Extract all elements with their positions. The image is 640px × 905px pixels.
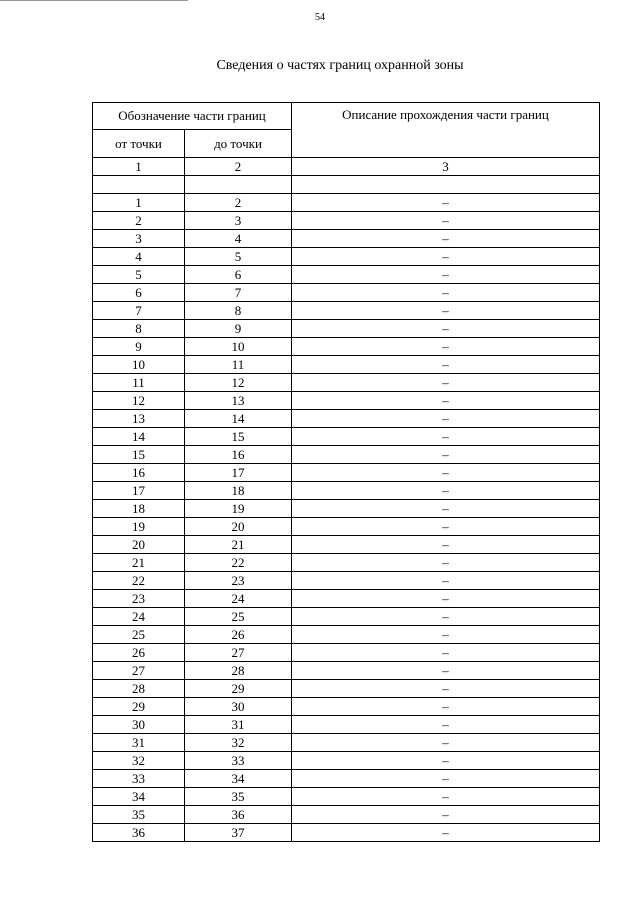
description-cell: – [292,626,600,644]
description-cell: – [292,194,600,212]
from-point-cell: 35 [93,806,185,824]
from-point-cell: 10 [93,356,185,374]
from-point-cell: 5 [93,266,185,284]
description-cell: – [292,338,600,356]
table-row [93,698,600,716]
table-row [93,320,600,338]
description-cell: – [292,734,600,752]
description-cell: – [292,608,600,626]
to-point-cell: 12 [185,374,292,392]
to-point-cell: 16 [185,446,292,464]
from-point-cell: 1 [93,194,185,212]
table-row [93,410,600,428]
table-row [93,428,600,446]
to-point-cell: 29 [185,680,292,698]
description-cell: – [292,662,600,680]
from-point-cell: 25 [93,626,185,644]
header-to-point: до точки [185,130,292,158]
document-title: Сведения о частях границ охранной зоны [216,58,464,73]
column-number-2: 2 [185,158,292,176]
description-cell: – [292,248,600,266]
page-number: 54 [315,12,325,23]
to-point-cell: 35 [185,788,292,806]
from-point-cell: 16 [93,464,185,482]
table-row [93,572,600,590]
from-point-cell: 34 [93,788,185,806]
table-row [93,230,600,248]
from-point-cell: 4 [93,248,185,266]
from-point-cell: 11 [93,374,185,392]
to-point-cell: 37 [185,824,292,842]
from-point-cell: 3 [93,230,185,248]
to-point-cell: 30 [185,698,292,716]
to-point-cell: 14 [185,410,292,428]
to-point-cell: 4 [185,230,292,248]
from-point-cell: 26 [93,644,185,662]
description-cell: – [292,680,600,698]
description-cell: – [292,212,600,230]
from-point-cell: 22 [93,572,185,590]
description-cell: – [292,446,600,464]
table-row [93,662,600,680]
from-point-cell: 23 [93,590,185,608]
table-row [93,302,600,320]
to-point-cell: 26 [185,626,292,644]
from-point-cell: 9 [93,338,185,356]
to-point-cell: 28 [185,662,292,680]
to-point-cell: 15 [185,428,292,446]
description-cell: – [292,824,600,842]
from-point-cell: 21 [93,554,185,572]
description-cell: – [292,302,600,320]
table-row [93,554,600,572]
to-point-cell: 17 [185,464,292,482]
from-point-cell: 27 [93,662,185,680]
description-cell: – [292,392,600,410]
to-point-cell: 7 [185,284,292,302]
description-cell: – [292,554,600,572]
from-point-cell: 6 [93,284,185,302]
to-point-cell: 3 [185,212,292,230]
table-row [93,356,600,374]
table-row [93,770,600,788]
to-point-cell: 2 [185,194,292,212]
to-point-cell: 32 [185,734,292,752]
table-row [93,266,600,284]
table-row [93,626,600,644]
table-row [93,608,600,626]
description-cell: – [292,572,600,590]
from-point-cell: 36 [93,824,185,842]
from-point-cell: 30 [93,716,185,734]
to-point-cell: 18 [185,482,292,500]
to-point-cell: 33 [185,752,292,770]
description-cell: – [292,770,600,788]
table-row [93,212,600,230]
table-row [93,338,600,356]
table-row [93,752,600,770]
to-point-cell: 21 [185,536,292,554]
from-point-cell: 17 [93,482,185,500]
description-cell: – [292,482,600,500]
to-point-cell: 9 [185,320,292,338]
from-point-cell: 14 [93,428,185,446]
table-row [93,806,600,824]
table-row [93,680,600,698]
to-point-cell: 10 [185,338,292,356]
description-cell: – [292,644,600,662]
boundary-table [92,102,600,842]
table-row [93,590,600,608]
description-cell: – [292,428,600,446]
description-cell: – [292,230,600,248]
from-point-cell: 13 [93,410,185,428]
table-row [93,644,600,662]
to-point-cell: 24 [185,590,292,608]
description-cell: – [292,284,600,302]
description-cell: – [292,752,600,770]
to-point-cell: 27 [185,644,292,662]
table-row [93,194,600,212]
table-row [93,392,600,410]
table-row [93,446,600,464]
description-cell: – [292,266,600,284]
from-point-cell: 18 [93,500,185,518]
table-row [93,248,600,266]
to-point-cell: 23 [185,572,292,590]
column-number-3: 3 [292,158,600,176]
table-row [93,482,600,500]
from-point-cell: 19 [93,518,185,536]
description-cell: – [292,464,600,482]
to-point-cell: 20 [185,518,292,536]
description-cell: – [292,590,600,608]
table-row [93,824,600,842]
header-boundary-designation: Обозначение части границ [93,103,292,130]
to-point-cell: 34 [185,770,292,788]
to-point-cell: 19 [185,500,292,518]
from-point-cell: 33 [93,770,185,788]
description-cell: – [292,410,600,428]
from-point-cell: 8 [93,320,185,338]
table-row [93,464,600,482]
from-point-cell: 2 [93,212,185,230]
description-cell: – [292,806,600,824]
table-row [93,734,600,752]
table-row [93,518,600,536]
to-point-cell: 31 [185,716,292,734]
to-point-cell: 8 [185,302,292,320]
from-point-cell: 32 [93,752,185,770]
corner-rule [0,0,188,1]
column-number-1: 1 [93,158,185,176]
from-point-cell: 20 [93,536,185,554]
table-row [93,788,600,806]
to-point-cell: 6 [185,266,292,284]
description-cell: – [292,374,600,392]
to-point-cell: 25 [185,608,292,626]
table-row [93,536,600,554]
table-row [93,374,600,392]
header-from-point: от точки [93,130,185,158]
from-point-cell: 15 [93,446,185,464]
description-cell: – [292,698,600,716]
empty-row [93,176,600,194]
to-point-cell: 13 [185,392,292,410]
to-point-cell: 5 [185,248,292,266]
to-point-cell: 36 [185,806,292,824]
description-cell: – [292,716,600,734]
to-point-cell: 22 [185,554,292,572]
description-cell: – [292,536,600,554]
description-cell: – [292,500,600,518]
from-point-cell: 29 [93,698,185,716]
header-description: Описание прохождения части границ [292,103,600,158]
description-cell: – [292,356,600,374]
table-row [93,284,600,302]
description-cell: – [292,788,600,806]
to-point-cell: 11 [185,356,292,374]
table-row [93,716,600,734]
from-point-cell: 31 [93,734,185,752]
table-row [93,500,600,518]
from-point-cell: 24 [93,608,185,626]
from-point-cell: 7 [93,302,185,320]
from-point-cell: 12 [93,392,185,410]
table-body [93,194,600,842]
from-point-cell: 28 [93,680,185,698]
description-cell: – [292,518,600,536]
description-cell: – [292,320,600,338]
